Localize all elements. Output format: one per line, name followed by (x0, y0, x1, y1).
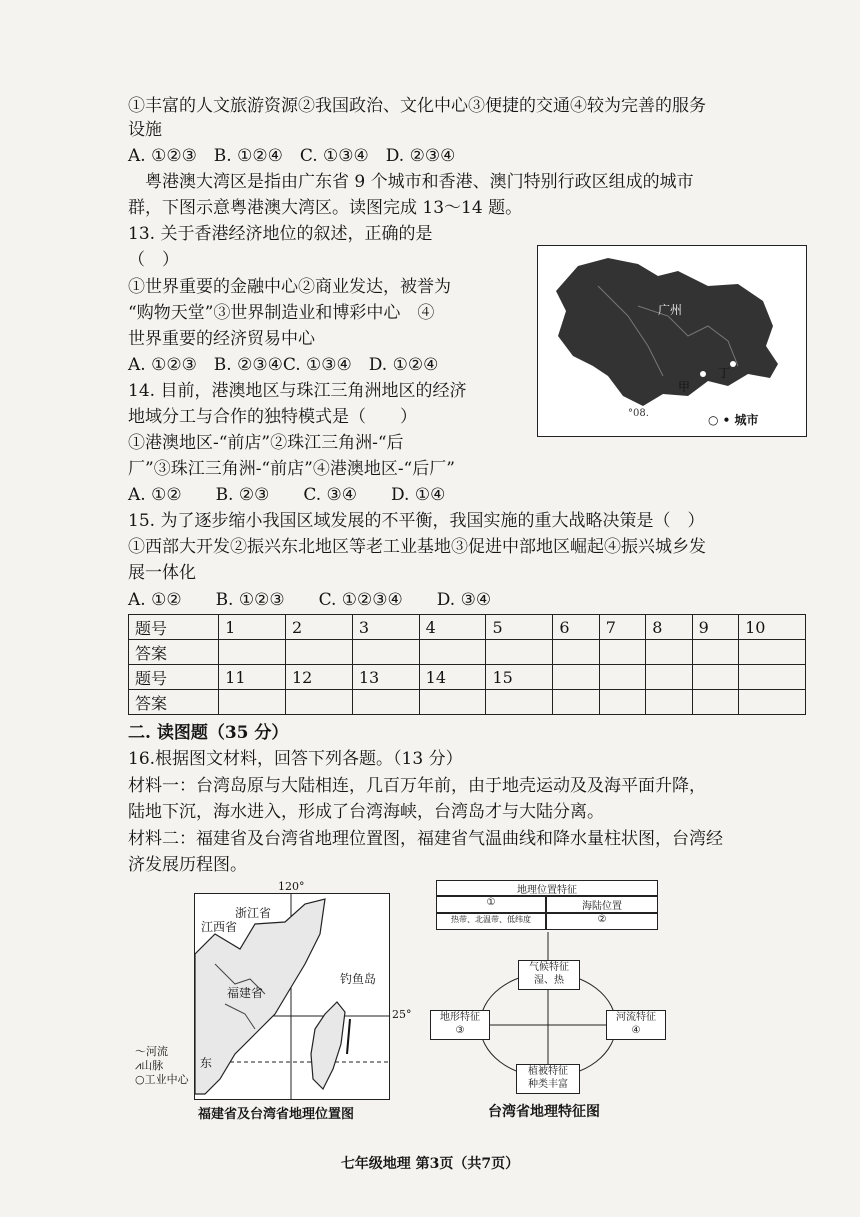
legend-industry: ○工业中心 (135, 1073, 189, 1086)
bay-intro-line2: 群，下图示意粤港澳大湾区。读图完成 13～14 题。 (128, 198, 523, 218)
q14-option-line1: ①港澳地区-“前店”②珠江三角洲-“后 (128, 433, 404, 453)
q13-stem: 13. 关于香港经济地位的叙述，正确的是 (128, 224, 433, 244)
table-cell (646, 690, 692, 715)
page-footer: 七年级地理 第3页（共7页） (340, 1156, 520, 1172)
map-legend (135, 1045, 189, 1087)
river-label: 河流特征 (616, 1012, 656, 1023)
table-row (129, 640, 806, 665)
label-jiangxi: 江西省 (201, 920, 238, 934)
climate-label: 气候特征 (529, 962, 569, 973)
material1-line2: 陆地下沉，海水进入，形成了台湾海峡，台湾岛才与大陆分离。 (128, 802, 604, 822)
q15-stem: 15. 为了逐步缩小我国区域发展的不平衡，我国实施的重大战略决策是（ ） (128, 511, 705, 531)
table-row (129, 615, 806, 640)
table-cell: 11 (219, 665, 286, 690)
table-cell (692, 690, 738, 715)
answer-cell[interactable] (219, 640, 286, 665)
table-cell (739, 690, 806, 715)
answer-cell[interactable] (646, 640, 692, 665)
table-cell: 2 (286, 615, 353, 640)
q16-stem: 16.根据图文材料，回答下列各题。（13 分） (128, 749, 463, 769)
table-cell: 6 (553, 615, 599, 640)
table-cell: 9 (692, 615, 738, 640)
table-cell (599, 690, 645, 715)
table-cell (739, 665, 806, 690)
q13-option-line2: “购物天堂”③世界制造业和博彩中心 ④ (128, 303, 435, 323)
table-cell (646, 665, 692, 690)
diagram-cell-2: 海陆位置 (546, 896, 658, 913)
q14-stem-line2: 地域分工与合作的独特模式是（ ） (128, 407, 417, 427)
legend-mountain: ⩘山脉 (135, 1059, 164, 1072)
q15-option-line1: ①西部大开发②振兴东北地区等老工业基地③促进中部地区崛起④振兴城乡发 (128, 537, 706, 557)
table-row (129, 665, 806, 690)
answer-cell[interactable] (739, 640, 806, 665)
bay-intro-line1: 粤港澳大湾区是指由广东省 9 个城市和香港、澳门特别行政区组成的城市 (128, 172, 694, 192)
taiwan-feature-diagram (430, 880, 666, 1096)
table-cell: 答案 (129, 640, 219, 665)
taiwan-diagram-caption: 台湾省地理特征图 (488, 1104, 600, 1120)
river-box (606, 1010, 666, 1040)
answer-cell[interactable] (486, 690, 553, 715)
fujian-map-caption: 福建省及台湾省地理位置图 (198, 1107, 355, 1122)
material2-line2: 济发展历程图。 (128, 855, 247, 875)
bay-legend-city: ○ • 城市 (708, 413, 759, 427)
answer-table (128, 614, 806, 715)
q15-option-line2: 展一体化 (128, 563, 196, 583)
q12-options-line2: 设施 (128, 120, 162, 140)
bay-area-map-shape (538, 246, 806, 436)
diagram-cell-3: 热带、北温带、低纬度 (436, 913, 546, 930)
table-cell: 4 (419, 615, 486, 640)
fujian-taiwan-map (194, 893, 390, 1100)
bay-label-guangzhou: 广州 (658, 303, 683, 317)
table-cell (599, 665, 645, 690)
table-cell (553, 690, 599, 715)
answer-cell[interactable] (352, 640, 419, 665)
diagram-cell-4: ② (546, 913, 658, 930)
q13-option-line1: ①世界重要的金融中心②商业发达，被誉为 (128, 277, 451, 297)
answer-cell[interactable] (599, 640, 645, 665)
climate-box (518, 960, 580, 990)
answer-cell[interactable] (419, 640, 486, 665)
q14-stem-line1: 14. 目前，港澳地区与珠江三角洲地区的经济 (128, 381, 467, 401)
vegetation-box (516, 1064, 580, 1094)
terrain-value: ③ (455, 1025, 465, 1036)
q13-choices: A. ①②③ B. ②③④C. ①③④ D. ①②④ (128, 355, 439, 375)
table-cell: 题号 (129, 615, 219, 640)
table-row (129, 690, 806, 715)
q14-option-line2: 厂”③珠江三角洲-“前店”④港澳地区-“后厂” (128, 459, 455, 479)
lat-label: 25° (392, 1008, 412, 1021)
material2-line1: 材料二：福建省及台湾省地理位置图，福建省气温曲线和降水量柱状图，台湾经 (128, 829, 723, 849)
table-cell: 5 (486, 615, 553, 640)
answer-cell[interactable] (286, 690, 353, 715)
answer-cell[interactable] (286, 640, 353, 665)
q14-choices: A. ①② B. ②③ C. ③④ D. ①④ (128, 485, 446, 505)
section2-title: 二. 读图题（35 分） (128, 723, 289, 743)
table-cell: 题号 (129, 665, 219, 690)
river-value: ④ (631, 1025, 641, 1036)
diagram-title: 地理位置特征 (436, 880, 658, 896)
label-dong: 东 (200, 1056, 213, 1070)
q12-choices: A. ①②③ B. ①②④ C. ①③④ D. ②③④ (128, 146, 456, 166)
vegetation-value: 种类丰富 (528, 1079, 568, 1090)
table-cell: 14 (419, 665, 486, 690)
q15-choices: A. ①② B. ①②③ C. ①②③④ D. ③④ (128, 590, 492, 610)
table-cell: 10 (739, 615, 806, 640)
table-cell: 8 (646, 615, 692, 640)
bay-area-map (537, 245, 807, 437)
answer-cell[interactable] (419, 690, 486, 715)
bay-label-jia: 甲 (678, 380, 691, 394)
answer-cell[interactable] (692, 640, 738, 665)
answer-cell[interactable] (219, 690, 286, 715)
table-cell: 3 (352, 615, 419, 640)
bay-label-ding: 丁 (718, 366, 731, 380)
table-cell: 13 (352, 665, 419, 690)
diagram-cell-1: ① (436, 896, 546, 913)
q13-option-line3: 世界重要的经济贸易中心 (128, 329, 315, 349)
answer-cell[interactable] (352, 690, 419, 715)
q13-paren: （ ） (128, 250, 179, 270)
terrain-box (430, 1010, 490, 1040)
lon-label: 120° (278, 880, 305, 893)
table-cell: 答案 (129, 690, 219, 715)
table-cell (553, 665, 599, 690)
label-diaoyu: 钓鱼岛 (340, 972, 377, 986)
table-cell: 15 (486, 665, 553, 690)
terrain-label: 地形特征 (440, 1012, 480, 1023)
svg-text:°08.: °08. (628, 408, 649, 419)
material1-line1: 材料一：台湾岛原与大陆相连，几百万年前，由于地壳运动及及海平面升降， (128, 776, 706, 796)
table-cell: 7 (599, 615, 645, 640)
table-cell: 12 (286, 665, 353, 690)
table-cell: 1 (219, 615, 286, 640)
climate-value: 湿、热 (534, 975, 564, 986)
table-cell (692, 665, 738, 690)
label-zhejiang: 浙江省 (235, 906, 272, 920)
legend-river: 〜河流 (135, 1045, 168, 1058)
label-fujian: 福建省 (227, 986, 264, 1000)
answer-cell[interactable] (553, 640, 599, 665)
q12-options-line1: ①丰富的人文旅游资源②我国政治、文化中心③便捷的交通④较为完善的服务 (128, 96, 706, 116)
vegetation-label: 植被特征 (528, 1066, 568, 1077)
answer-cell[interactable] (486, 640, 553, 665)
